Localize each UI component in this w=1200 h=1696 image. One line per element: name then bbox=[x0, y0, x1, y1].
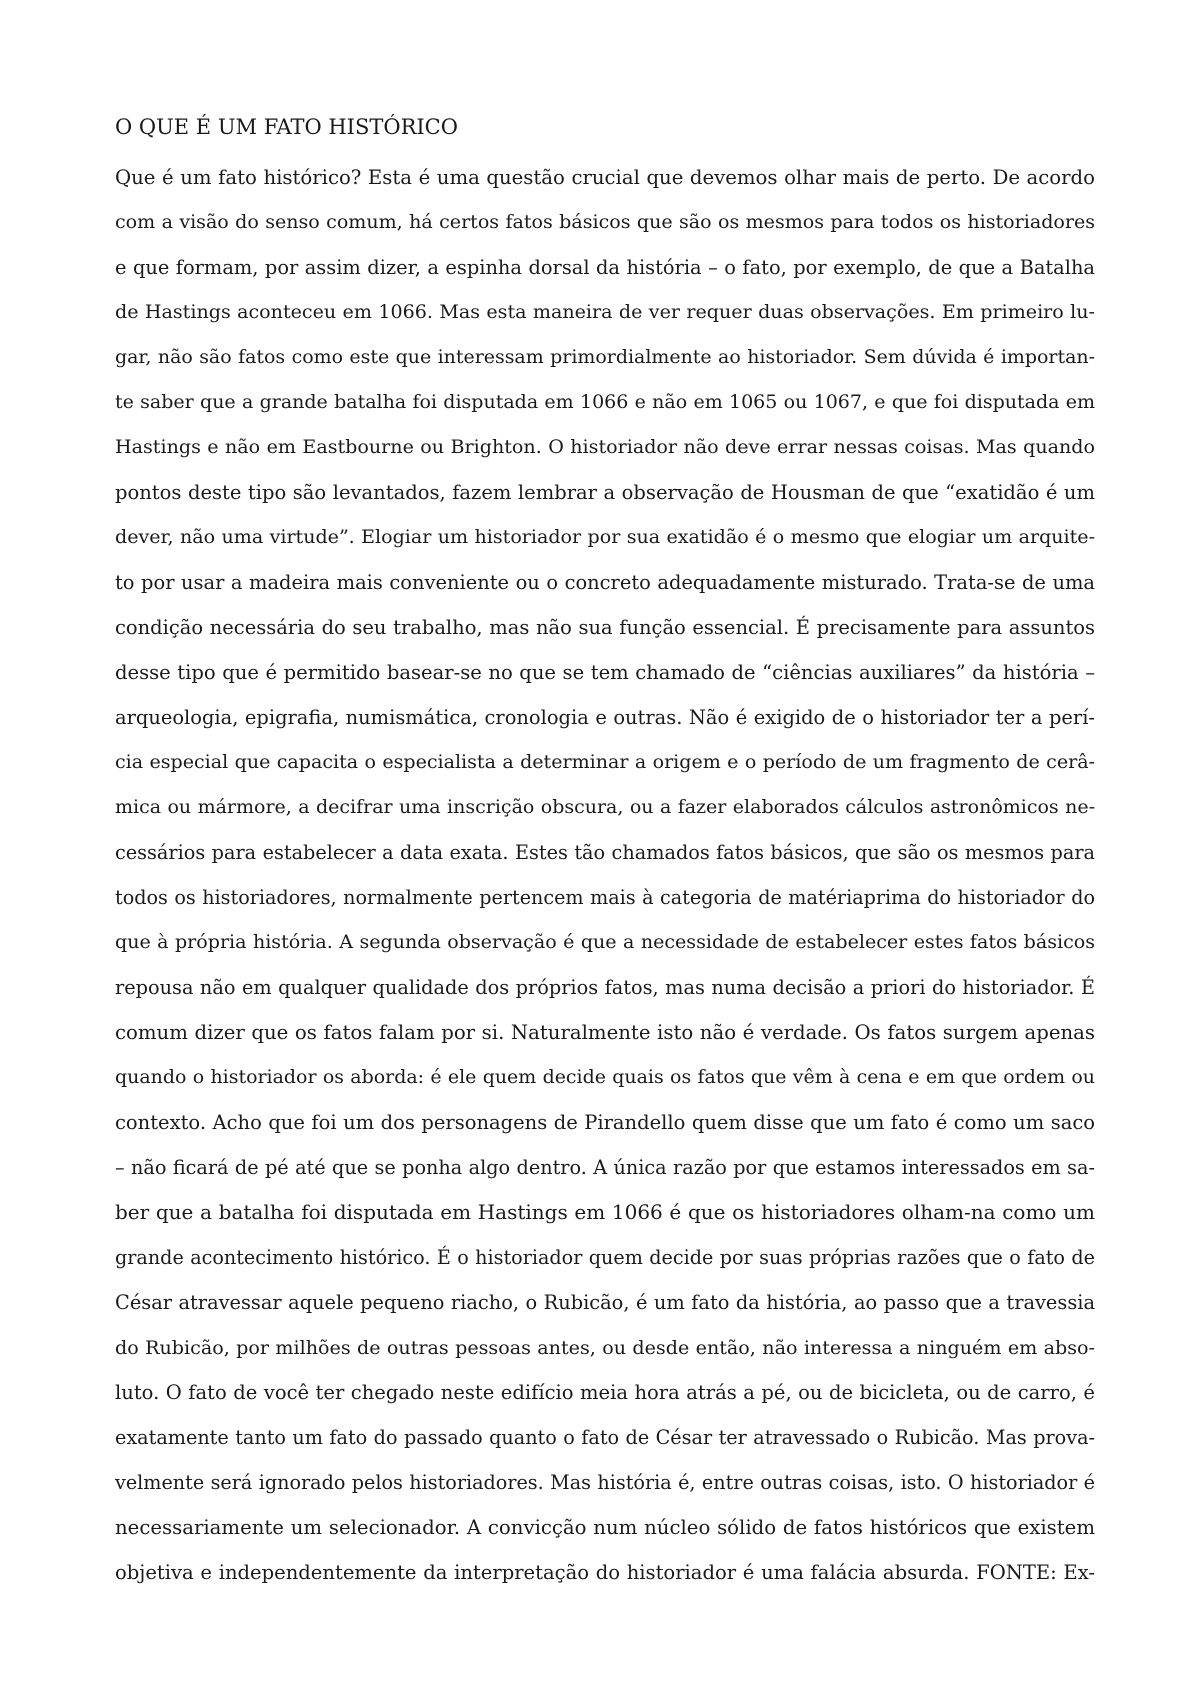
body-text-line: cia especial que capacita o especialista a determinar a origem e o período de um fragmento de cerâ- bbox=[115, 751, 1095, 773]
body-text-line: gar, não são fatos como este que interessam primordialmente ao historiador. Sem dúvida é importan- bbox=[115, 346, 1095, 368]
body-text-line: ber que a batalha foi disputada em Hastings em 1066 é que os historiadores olham-na como um bbox=[115, 1200, 1095, 1224]
body-text-line: quando o historiador os aborda: é ele quem decide quais os fatos que vêm à cena e em que ordem ou bbox=[115, 1066, 1095, 1088]
body-text-line: grande acontecimento histórico. É o historiador quem decide por suas próprias razões que o fato de bbox=[115, 1246, 1095, 1269]
body-text-line: luto. O fato de você ter chegado neste edifício meia hora atrás a pé, ou de bicicleta, ou de carro, é bbox=[115, 1381, 1095, 1404]
body-text-line: desse tipo que é permitido basear-se no que se tem chamado de “ciências auxiliares” da história – bbox=[115, 661, 1095, 684]
body-text-line: com a visão do senso comum, há certos fatos básicos que são os mesmos para todos os historiadores bbox=[115, 211, 1095, 233]
body-text-line: exatamente tanto um fato do passado quanto o fato de César ter atravessado o Rubicão. Mas prova- bbox=[115, 1426, 1095, 1449]
body-text-line: e que formam, por assim dizer, a espinha dorsal da história – o fato, por exemplo, de que a Batalha bbox=[115, 256, 1095, 279]
body-text-line: te saber que a grande batalha foi disputada em 1066 e não em 1065 ou 1067, e que foi disputada em bbox=[115, 391, 1095, 413]
body-text-line: cessários para estabelecer a data exata. Estes tão chamados fatos básicos, que são os mesmos para bbox=[115, 841, 1095, 864]
body-text-line: que à própria história. A segunda observação é que a necessidade de estabelecer estes fatos básicos bbox=[115, 931, 1095, 953]
body-text-line: César atravessar aquele pequeno riacho, o Rubicão, é um fato da história, ao passo que a travessia bbox=[115, 1291, 1095, 1314]
body-text-line: mica ou mármore, a decifrar uma inscrição obscura, ou a fazer elaborados cálculos astronômicos ne- bbox=[115, 796, 1095, 818]
body-text-line: Que é um fato histórico? Esta é uma questão crucial que devemos olhar mais de perto. De acordo bbox=[115, 166, 1095, 189]
body-text-line: objetiva e independentemente da interpretação do historiador é uma falácia absurda. FONTE: Ex- bbox=[115, 1561, 1095, 1584]
document-title: O QUE É UM FATO HISTÓRICO bbox=[115, 115, 458, 139]
body-text-line: condição necessária do seu trabalho, mas não sua função essencial. É precisamente para assuntos bbox=[115, 616, 1095, 639]
body-text-line: todos os historiadores, normalmente pertencem mais à categoria de matériaprima do historiador do bbox=[115, 886, 1095, 909]
body-text-line: necessariamente um selecionador. A convicção num núcleo sólido de fatos históricos que existem bbox=[115, 1516, 1095, 1539]
body-text-line: to por usar a madeira mais conveniente ou o concreto adequadamente misturado. Trata-se de uma bbox=[115, 571, 1095, 594]
body-text-line: velmente será ignorado pelos historiadores. Mas história é, entre outras coisas, isto. O historiador é bbox=[115, 1471, 1095, 1494]
body-text-line: pontos deste tipo são levantados, fazem lembrar a observação de Housman de que “exatidão é um bbox=[115, 481, 1095, 504]
body-text-line: repousa não em qualquer qualidade dos próprios fatos, mas numa decisão a priori do historiador. É bbox=[115, 976, 1095, 999]
body-text-line: – não ficará de pé até que se ponha algo dentro. A única razão por que estamos interessados em sa- bbox=[115, 1156, 1095, 1179]
body-text-line: do Rubicão, por milhões de outras pessoas antes, ou desde então, não interessa a ninguém em abso- bbox=[115, 1336, 1095, 1359]
body-text-line: dever, não uma virtude”. Elogiar um historiador por sua exatidão é o mesmo que elogiar um arquite- bbox=[115, 526, 1095, 548]
body-text-line: de Hastings aconteceu em 1066. Mas esta maneira de ver requer duas observações. Em primeiro lu- bbox=[115, 301, 1095, 323]
body-text-line: contexto. Acho que foi um dos personagens de Pirandello quem disse que um fato é como um saco bbox=[115, 1111, 1095, 1134]
body-text-line: Hastings e não em Eastbourne ou Brighton. O historiador não deve errar nessas coisas. Mas quando bbox=[115, 436, 1095, 458]
body-text-line: arqueologia, epigrafia, numismática, cronologia e outras. Não é exigido de o historiador ter a perí- bbox=[115, 706, 1095, 729]
document-body bbox=[115, 155, 1095, 1595]
body-text-line: comum dizer que os fatos falam por si. Naturalmente isto não é verdade. Os fatos surgem apenas bbox=[115, 1021, 1095, 1044]
document-page bbox=[115, 113, 1095, 1595]
